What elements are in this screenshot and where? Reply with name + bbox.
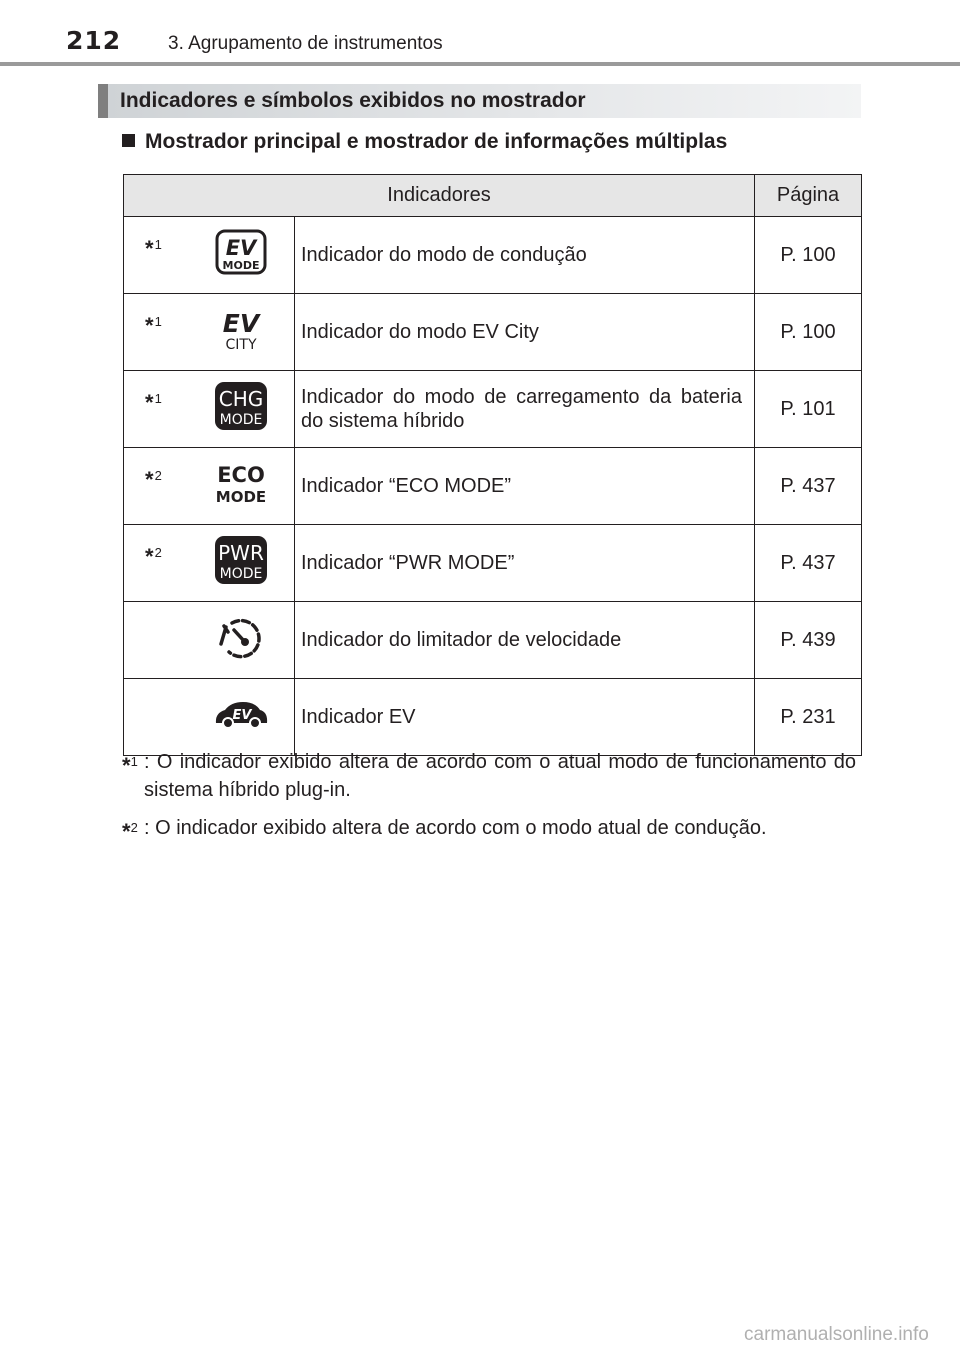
asterisk: * [145,313,154,338]
svg-text:EV: EV [222,309,260,338]
page-reference: P. 231 [755,679,862,756]
footnote-mark-cell [124,448,189,525]
icon-cell [188,525,295,602]
icon-cell [188,294,295,371]
table-row [124,217,862,294]
asterisk: * [145,236,154,261]
header-rule [0,62,960,66]
footnote-2 [122,814,856,842]
table-row [124,294,862,371]
svg-text:EV: EV [225,236,257,260]
indicators-table [123,174,862,756]
chapter-title: 3. Agrupamento de instrumentos [168,33,443,54]
indicator-description: Indicador “ECO MODE” [295,448,755,525]
footnote-mark-cell [124,679,189,756]
table-header-row [124,175,862,217]
subheading-text: Mostrador principal e mostrador de informações múltiplas [145,130,728,153]
footnote-mark-cell [124,525,189,602]
footnote-mark-cell [124,371,189,448]
footnote-number: 1 [154,391,162,406]
asterisk: * [145,390,154,415]
indicator-description: Indicador do limitador de velocidade [295,602,755,679]
icon-cell [188,602,295,679]
asterisk: * [145,467,154,492]
subheading [122,130,727,154]
page-reference: P. 101 [755,371,862,448]
section-title: Indicadores e símbolos exibidos no mostrador [120,89,586,112]
svg-text:EV: EV [232,708,252,723]
footnote-number: 1 [154,314,162,329]
footnote-marker: *$^1$ [122,753,138,778]
col-header-pagina: Página [755,175,862,217]
footnote-text: : O indicador exibido altera de acordo com o modo atual de condução. [144,817,767,839]
footnote-mark-cell [124,602,189,679]
svg-text:MODE: MODE [219,566,263,582]
pwr-mode-icon [214,535,268,585]
table-row [124,679,862,756]
svg-text:CHG: CHG [218,387,264,411]
footnote-mark-cell [124,294,189,371]
icon-cell [188,448,295,525]
table-row [124,448,862,525]
page-reference: P. 439 [755,602,862,679]
icon-cell [188,679,295,756]
speed-limiter-icon [213,614,269,660]
page-reference: P. 100 [755,217,862,294]
icon-cell [188,217,295,294]
page-reference: P. 437 [755,448,862,525]
svg-text:ECO: ECO [217,463,265,487]
indicator-description: Indicador do modo de condução [295,217,755,294]
page-reference: P. 437 [755,525,862,602]
svg-text:PWR: PWR [218,541,264,565]
footnote-text: : O indicador exibido altera de acordo com o atual modo de funcionamento do sistema híbrido plug-in. [144,751,856,801]
indicator-description: Indicador “PWR MODE” [295,525,755,602]
table-row [124,371,862,448]
page-reference: P. 100 [755,294,862,371]
svg-text:MODE: MODE [219,412,263,428]
eco-mode-icon [214,460,268,506]
svg-text:CITY: CITY [225,337,257,352]
indicator-description: Indicador EV [295,679,755,756]
footnote-1 [122,748,856,804]
chg-mode-icon [214,381,268,431]
footnote-number: 2 [154,468,162,483]
indicator-description: Indicador do modo de carregamento da bateria do sistema híbrido [295,371,755,448]
table-row [124,602,862,679]
footnote-number: 1 [154,237,162,252]
asterisk: * [145,544,154,569]
svg-text:MODE: MODE [215,488,267,506]
footnote-marker: *$^2$ [122,819,138,844]
section-title-bar [98,84,861,118]
footnote-mark-cell [124,217,189,294]
watermark: carmanualsonline.info [744,1324,929,1345]
table-row [124,525,862,602]
svg-text:MODE: MODE [222,259,260,272]
ev-city-icon [214,306,268,352]
icon-cell [188,371,295,448]
indicator-description: Indicador do modo EV City [295,294,755,371]
square-bullet-icon [122,134,135,147]
ev-indicator-icon [213,699,269,729]
ev-mode-icon [215,229,267,275]
footnote-number: 2 [154,545,162,560]
col-header-indicadores: Indicadores [124,175,755,217]
page-number: 212 [66,26,122,55]
